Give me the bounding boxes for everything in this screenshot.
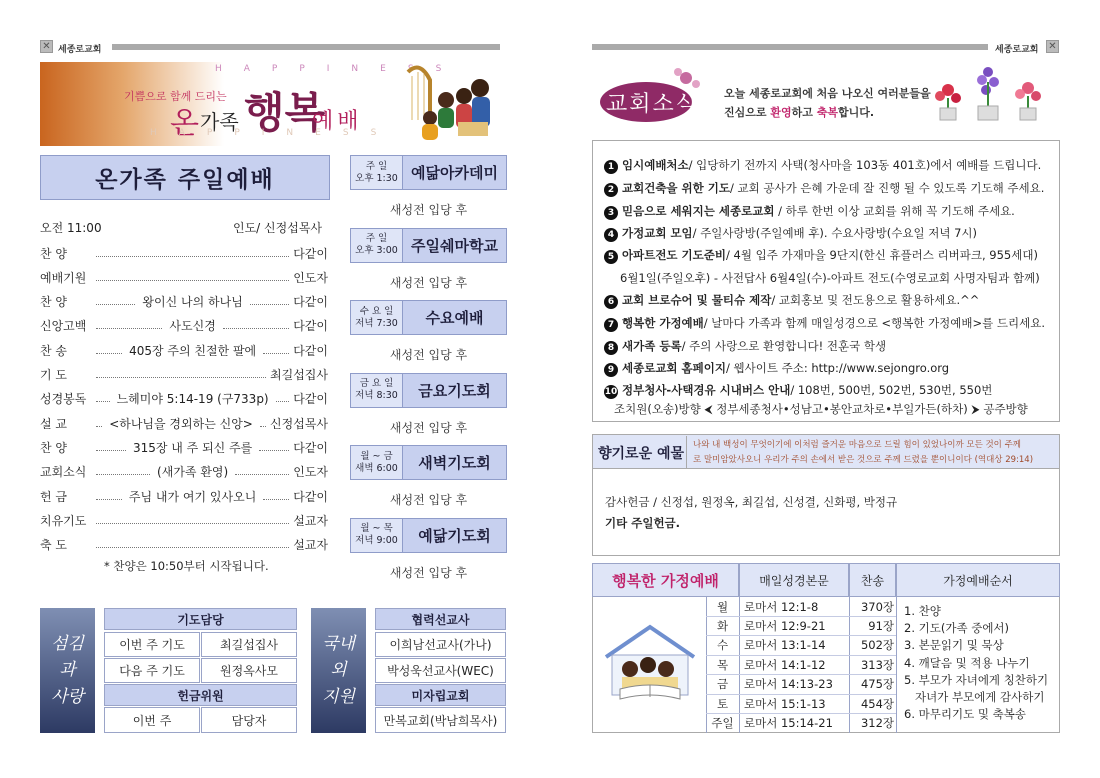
dot-leader bbox=[96, 377, 266, 378]
family-row-hymn: 370장 bbox=[860, 599, 894, 614]
welcome-line-2 bbox=[724, 104, 874, 120]
dot-leader bbox=[259, 450, 289, 451]
prayer-next-week-name: 원정옥사모 bbox=[201, 658, 297, 683]
order-row bbox=[40, 241, 328, 265]
family-bible-illustration bbox=[600, 623, 700, 709]
order-label: 치유기도 bbox=[40, 513, 87, 528]
notice-item bbox=[604, 225, 977, 242]
schedule-hour: 오후 3:00 bbox=[355, 245, 398, 256]
family-step: 1. 찬양 bbox=[904, 604, 941, 618]
schedule-note: 새성전 입당 후 bbox=[389, 275, 468, 290]
dot-leader bbox=[96, 256, 289, 257]
order-person: 다같이 bbox=[293, 440, 328, 455]
schedule-hour: 새벽 6:00 bbox=[355, 462, 398, 474]
schedule-note: 새성전 입당 후 bbox=[389, 565, 468, 580]
schedule-hour: 저녁 9:00 bbox=[355, 535, 398, 546]
family-step: 3. 본문읽기 및 묵상 bbox=[904, 638, 1004, 653]
schedule-day: 월 ~ 목 bbox=[360, 523, 393, 535]
welcome-part-a: 진심으로 bbox=[724, 106, 771, 119]
notice-heading: 가정교회 모임 bbox=[622, 226, 693, 240]
dot-leader bbox=[263, 499, 289, 500]
order-label: 헌 금 bbox=[40, 489, 67, 504]
schedule-box bbox=[350, 300, 507, 335]
order-label: 축 도 bbox=[40, 538, 67, 553]
banner-subtitle: 기쁨으로 함께 드리는 bbox=[124, 90, 227, 103]
schedule-name: 예닮기도회 bbox=[403, 519, 506, 552]
schedule-time bbox=[351, 229, 403, 262]
mission-side-2: 외 bbox=[330, 660, 347, 681]
small-church-1: 만복교회(박남희목사) bbox=[375, 707, 506, 733]
schedule-time bbox=[351, 374, 403, 407]
offering-this-week-label: 이번 주 bbox=[104, 707, 200, 733]
blessing-word: 축복 bbox=[816, 106, 838, 119]
notice-text: / 교회홍보 및 전도용으로 활용하세요.^^ bbox=[771, 293, 980, 307]
partner-missionary-1: 이희남선교사(가나) bbox=[375, 632, 506, 657]
order-item: 주님 내가 여기 있사오니 bbox=[128, 489, 257, 504]
offering-title: 향기로운 예물 bbox=[598, 446, 685, 462]
family-col-hymn: 찬송 bbox=[849, 563, 896, 597]
order-label: 예배기원 bbox=[40, 270, 87, 285]
notice-number-icon: 3 bbox=[604, 206, 618, 220]
order-person: 최길섭집사 bbox=[270, 368, 328, 382]
church-news-title: 교회소식 bbox=[606, 92, 700, 117]
order-row bbox=[40, 460, 328, 484]
mission-side-3: 지원 bbox=[322, 686, 355, 707]
offering-verse-line-1: 나와 내 백성이 무엇이기에 이처럼 즐거운 마음으로 드릴 힘이 있었나이까 모든 것이 주께 bbox=[693, 440, 1022, 450]
welcome-word: 환영 bbox=[770, 106, 792, 119]
order-item: 왕이신 나의 하나님 bbox=[142, 295, 243, 310]
notice-text: 조치원(오송)방향 ⮜ 정부세종청사•성남고•봉안교차로•부일가든(하차) ⮞ 공주방향 bbox=[614, 402, 1028, 416]
notice-text: / 날마다 가족과 함께 매일성경으로 <행복한 가정예배>를 드리세요. bbox=[703, 316, 1046, 330]
notice-item bbox=[620, 270, 1040, 286]
dot-leader bbox=[223, 328, 289, 329]
thanks-offering: 감사헌금 / 신정섭, 원정옥, 최길섭, 신성결, 신화평, 박정규 bbox=[605, 495, 898, 509]
family-row-reading: 로마서 12:1-8 bbox=[744, 599, 819, 614]
notice-number-icon: 4 bbox=[604, 228, 618, 242]
family-row-reading: 로마서 14:1-12 bbox=[744, 657, 826, 672]
banner-happy: 행복 bbox=[244, 88, 326, 137]
order-person: 다같이 bbox=[293, 295, 328, 310]
schedule-box bbox=[350, 445, 507, 480]
order-person: 다같이 bbox=[293, 392, 328, 407]
notice-item bbox=[614, 401, 1028, 417]
notice-heading: 믿음으로 세워지는 세종로교회 bbox=[622, 204, 775, 218]
dot-leader bbox=[96, 353, 122, 354]
family-row-reading: 로마서 13:1-14 bbox=[744, 638, 826, 653]
notice-number-icon: 1 bbox=[604, 160, 618, 174]
dot-leader bbox=[96, 547, 289, 548]
partner-missionary-header: 협력선교사 bbox=[375, 608, 506, 630]
family-row-hymn: 475장 bbox=[860, 677, 894, 692]
service-leader: 인도/ 신정섭목사 bbox=[233, 221, 323, 235]
family-col-order: 가정예배순서 bbox=[896, 563, 1060, 597]
dot-leader bbox=[235, 474, 289, 475]
service-title: 온가족 주일예배 bbox=[40, 155, 330, 200]
schedule-box bbox=[350, 373, 507, 408]
order-person: 다같이 bbox=[293, 343, 328, 358]
family-step: 자녀가 부모에게 감사하기 bbox=[904, 690, 1045, 704]
schedule-name: 예닮아카데미 bbox=[403, 156, 506, 189]
dot-leader bbox=[250, 304, 289, 305]
order-item: 315장 내 주 되신 주를 bbox=[132, 440, 253, 455]
order-row bbox=[40, 314, 328, 338]
order-label: 교회소식 bbox=[40, 465, 87, 480]
order-person: 설교자 bbox=[293, 538, 328, 553]
notice-item bbox=[604, 180, 1044, 197]
notice-text: 6월1일(주일오후) - 사전답사 6월4일(수)-아파트 전도(수영로교회 사명자팀과 함께) bbox=[620, 271, 1040, 285]
order-item: 405장 주의 친절한 팔에 bbox=[129, 343, 257, 358]
order-person: 인도자 bbox=[293, 270, 328, 285]
family-row-hymn: 312장 bbox=[860, 715, 894, 730]
family-row-day: 수 bbox=[716, 638, 729, 653]
family-row-day: 화 bbox=[716, 618, 729, 633]
family-row-day: 토 bbox=[716, 696, 729, 711]
order-row bbox=[40, 338, 328, 362]
family-worship-title: 행복한 가정예배 bbox=[592, 563, 739, 597]
family-row-reading: 로마서 15:1-13 bbox=[744, 696, 826, 711]
header-square-icon: ✕ bbox=[40, 40, 53, 53]
order-label: 찬 양 bbox=[40, 440, 67, 455]
family-row-reading: 로마서 14:13-23 bbox=[744, 677, 833, 692]
dot-leader bbox=[96, 450, 126, 451]
banner-on: 온 bbox=[170, 106, 199, 141]
partner-missionary-2: 박성욱선교사(WEC) bbox=[375, 658, 506, 683]
schedule-day: 월 ~ 금 bbox=[360, 450, 393, 462]
right-header-church-name: 세종로교회 bbox=[995, 45, 1039, 55]
order-label: 찬 양 bbox=[40, 246, 67, 261]
order-row bbox=[40, 265, 328, 289]
dot-leader bbox=[96, 328, 162, 329]
order-row bbox=[40, 533, 328, 557]
schedule-name: 새벽기도회 bbox=[403, 446, 506, 479]
schedule-box bbox=[350, 155, 507, 190]
small-church-header: 미자립교회 bbox=[375, 684, 506, 706]
order-row bbox=[40, 435, 328, 459]
header-square-icon: ✕ bbox=[1046, 40, 1059, 53]
schedule-time bbox=[351, 301, 403, 334]
order-row bbox=[40, 411, 328, 435]
schedule-name: 주일쉐마학교 bbox=[403, 229, 506, 262]
notice-item bbox=[604, 315, 1045, 332]
notice-heading: 세종로교회 홈페이지 bbox=[622, 361, 726, 375]
welcome-part-e: 합니다. bbox=[837, 106, 875, 119]
mission-side-1: 국내 bbox=[322, 633, 355, 654]
dot-leader bbox=[96, 474, 150, 475]
offering-header-divider bbox=[686, 436, 687, 468]
dot-leader bbox=[276, 401, 290, 402]
order-item: 사도신경 bbox=[169, 319, 216, 334]
notice-text: / 하루 한번 이상 교회를 위해 꼭 기도해 주세요. bbox=[774, 204, 1015, 218]
notice-number-icon: 8 bbox=[604, 341, 618, 355]
schedule-hour: 저녁 8:30 bbox=[355, 390, 398, 401]
order-person: 신정섭목사 bbox=[270, 416, 329, 431]
notice-item bbox=[604, 157, 1041, 174]
schedule-box bbox=[350, 518, 507, 553]
flower-pots-illustration bbox=[928, 62, 1058, 124]
dot-leader bbox=[263, 353, 289, 354]
prayer-this-week-name: 최길섭집사 bbox=[201, 632, 297, 657]
family-row-hymn: 454장 bbox=[860, 696, 894, 711]
welcome-line-1: 오늘 세종로교회에 처음 나오신 여러분들을 bbox=[724, 87, 931, 100]
banner-happiness-top: HAPPINESS bbox=[215, 64, 464, 74]
order-label: 신앙고백 bbox=[40, 319, 87, 334]
notice-number-icon: 5 bbox=[604, 250, 618, 264]
service-time: 오전 11:00 bbox=[40, 221, 102, 235]
schedule-name: 금요기도회 bbox=[403, 374, 506, 407]
notice-heading: 아파트전도 기도준비 bbox=[622, 248, 726, 262]
notice-text: / 4월 입주 가재마을 9단지(한신 휴플러스 리버파크, 955세대) bbox=[725, 248, 1038, 262]
schedule-note: 새성전 입당 후 bbox=[389, 348, 468, 362]
notice-heading: 행복한 가정예배 bbox=[622, 316, 704, 330]
schedule-day: 금 요 일 bbox=[359, 378, 394, 390]
other-offering: 기타 주일헌금. bbox=[605, 516, 681, 530]
notice-item bbox=[604, 360, 949, 377]
schedule-day: 주 일 bbox=[365, 233, 388, 245]
order-label: 설 교 bbox=[40, 416, 67, 431]
family-step: 5. 부모가 자녀에게 칭찬하기 bbox=[904, 672, 1049, 687]
prayer-this-week-label: 이번 주 기도 bbox=[104, 632, 200, 657]
banner-yebae: 예배 bbox=[312, 109, 363, 134]
dot-leader bbox=[96, 523, 289, 524]
schedule-hour: 저녁 7:30 bbox=[355, 317, 398, 329]
offering-this-week-name: 담당자 bbox=[201, 707, 297, 733]
family-row-day: 금 bbox=[716, 677, 729, 692]
schedule-note: 새성전 입당 후 bbox=[389, 420, 468, 435]
order-person: 다같이 bbox=[293, 489, 328, 504]
dot-leader bbox=[260, 426, 266, 427]
left-header-church-name: 세종로교회 bbox=[58, 45, 102, 55]
left-header-bar bbox=[112, 44, 500, 50]
order-label: 기 도 bbox=[40, 368, 67, 382]
order-person: 다같이 bbox=[293, 246, 328, 261]
family-step: 4. 깨달음 및 적용 나누기 bbox=[904, 655, 1030, 670]
offering-committee-header: 헌금위원 bbox=[104, 684, 297, 706]
notice-number-icon: 2 bbox=[604, 183, 618, 197]
family-row-reading: 로마서 12:9-21 bbox=[744, 618, 826, 633]
order-item: (새가족 환영) bbox=[157, 465, 229, 480]
schedule-box bbox=[350, 228, 507, 263]
schedule-time bbox=[351, 519, 403, 552]
schedule-hour: 오후 1:30 bbox=[355, 172, 398, 184]
notice-heading: 교회건축을 위한 기도 bbox=[622, 181, 730, 195]
order-label: 찬 양 bbox=[40, 295, 67, 310]
family-row-reading: 로마서 15:14-21 bbox=[744, 715, 833, 730]
dot-leader bbox=[96, 426, 102, 427]
dot-leader bbox=[96, 280, 289, 281]
order-person: 인도자 bbox=[293, 465, 329, 480]
family-step: 2. 기도(가족 중에서) bbox=[904, 621, 1010, 636]
order-row bbox=[40, 508, 328, 532]
dot-leader bbox=[96, 401, 110, 402]
family-row-hymn: 313장 bbox=[860, 657, 894, 672]
notice-text: / 주의 사랑으로 환영합니다! 전훈국 학생 bbox=[681, 339, 887, 353]
serve-side-3: 사랑 bbox=[51, 686, 84, 707]
family-row-hymn: 91장 bbox=[868, 618, 894, 633]
notice-item bbox=[604, 382, 992, 399]
order-item: 느헤미야 5:14-19 (구733p) bbox=[116, 392, 269, 407]
banner-happiness-bottom: HAPPINESS bbox=[150, 128, 399, 138]
order-row bbox=[40, 363, 328, 387]
order-label: 찬 송 bbox=[40, 343, 67, 358]
order-label: 성경봉독 bbox=[40, 392, 87, 407]
notice-number-icon: 7 bbox=[604, 318, 618, 332]
welcome-part-c: 하고 bbox=[791, 106, 817, 119]
order-person: 설교자 bbox=[293, 513, 328, 528]
mission-support-label bbox=[311, 608, 366, 733]
notice-text: / 웹사이트 주소: http://www.sejongro.org bbox=[725, 361, 950, 375]
notice-heading: 교회 브로슈어 및 물티슈 제작 bbox=[622, 293, 772, 307]
family-row-day: 주일 bbox=[711, 715, 734, 730]
prayer-next-week-label: 다음 주 기도 bbox=[104, 658, 200, 683]
schedule-note: 새성전 입당 후 bbox=[389, 493, 468, 507]
schedule-note: 새성전 입당 후 bbox=[389, 203, 468, 217]
notice-heading: 정부청사-사택경유 시내버스 안내 bbox=[622, 383, 791, 397]
notice-number-icon: 10 bbox=[604, 387, 618, 397]
family-order-divider bbox=[896, 597, 897, 733]
notice-item bbox=[604, 203, 1015, 220]
schedule-time bbox=[351, 446, 403, 479]
family-col-reading: 매일성경본문 bbox=[739, 563, 849, 597]
order-person: 다같이 bbox=[293, 319, 328, 334]
notice-text: / 교회 공사가 은혜 가운데 잘 진행 될 수 있도록 기도해 주세요. bbox=[730, 181, 1045, 195]
serve-side-1: 섬김 bbox=[51, 633, 84, 654]
notice-number-icon: 9 bbox=[604, 363, 618, 377]
notice-text: / 입당하기 전까지 사택(청사마을 103동 401호)에서 예배를 드립니다. bbox=[688, 158, 1042, 172]
notice-text: / 108번, 500번, 502번, 530번, 550번 bbox=[790, 383, 993, 397]
notice-text: / 주일사랑방(주일예배 후). 수요사랑방(수요일 저녁 7시) bbox=[692, 226, 978, 240]
schedule-day: 주 일 bbox=[365, 160, 388, 172]
order-row bbox=[40, 290, 328, 314]
order-row bbox=[40, 484, 328, 508]
prayer-header: 기도담당 bbox=[104, 608, 297, 630]
family-row-hymn: 502장 bbox=[860, 638, 894, 653]
notice-heading: 새가족 등록 bbox=[622, 339, 682, 353]
serve-love-label bbox=[40, 608, 95, 733]
dot-leader bbox=[96, 499, 122, 500]
family-row-day: 월 bbox=[716, 599, 729, 614]
schedule-day: 수 요 일 bbox=[359, 305, 394, 317]
family-worship-illustration bbox=[400, 62, 500, 146]
serve-side-2: 과 bbox=[59, 660, 76, 681]
order-item: <하나님을 경외하는 신앙> bbox=[109, 416, 253, 431]
notice-heading: 임시예배처소 bbox=[622, 158, 689, 172]
notice-item bbox=[604, 292, 979, 309]
dot-leader bbox=[96, 304, 135, 305]
schedule-time bbox=[351, 156, 403, 189]
praise-note: * 찬양은 10:50부터 시작됩니다. bbox=[104, 559, 269, 573]
notice-number-icon: 6 bbox=[604, 295, 618, 309]
order-row bbox=[40, 387, 328, 411]
banner-gajok: 가족 bbox=[200, 110, 239, 134]
schedule-name: 수요예배 bbox=[403, 301, 506, 334]
family-row-day: 목 bbox=[716, 657, 729, 672]
offering-verse-line-2: 로 말미암았사오니 우리가 주의 손에서 받은 것으로 주께 드렸을 뿐이니이다 (역대상 29:14) bbox=[693, 455, 1034, 465]
family-step: 6. 마무리기도 및 축복송 bbox=[904, 707, 1026, 722]
notice-item bbox=[604, 247, 1038, 264]
notice-item bbox=[604, 338, 886, 355]
right-header-bar bbox=[592, 44, 988, 50]
